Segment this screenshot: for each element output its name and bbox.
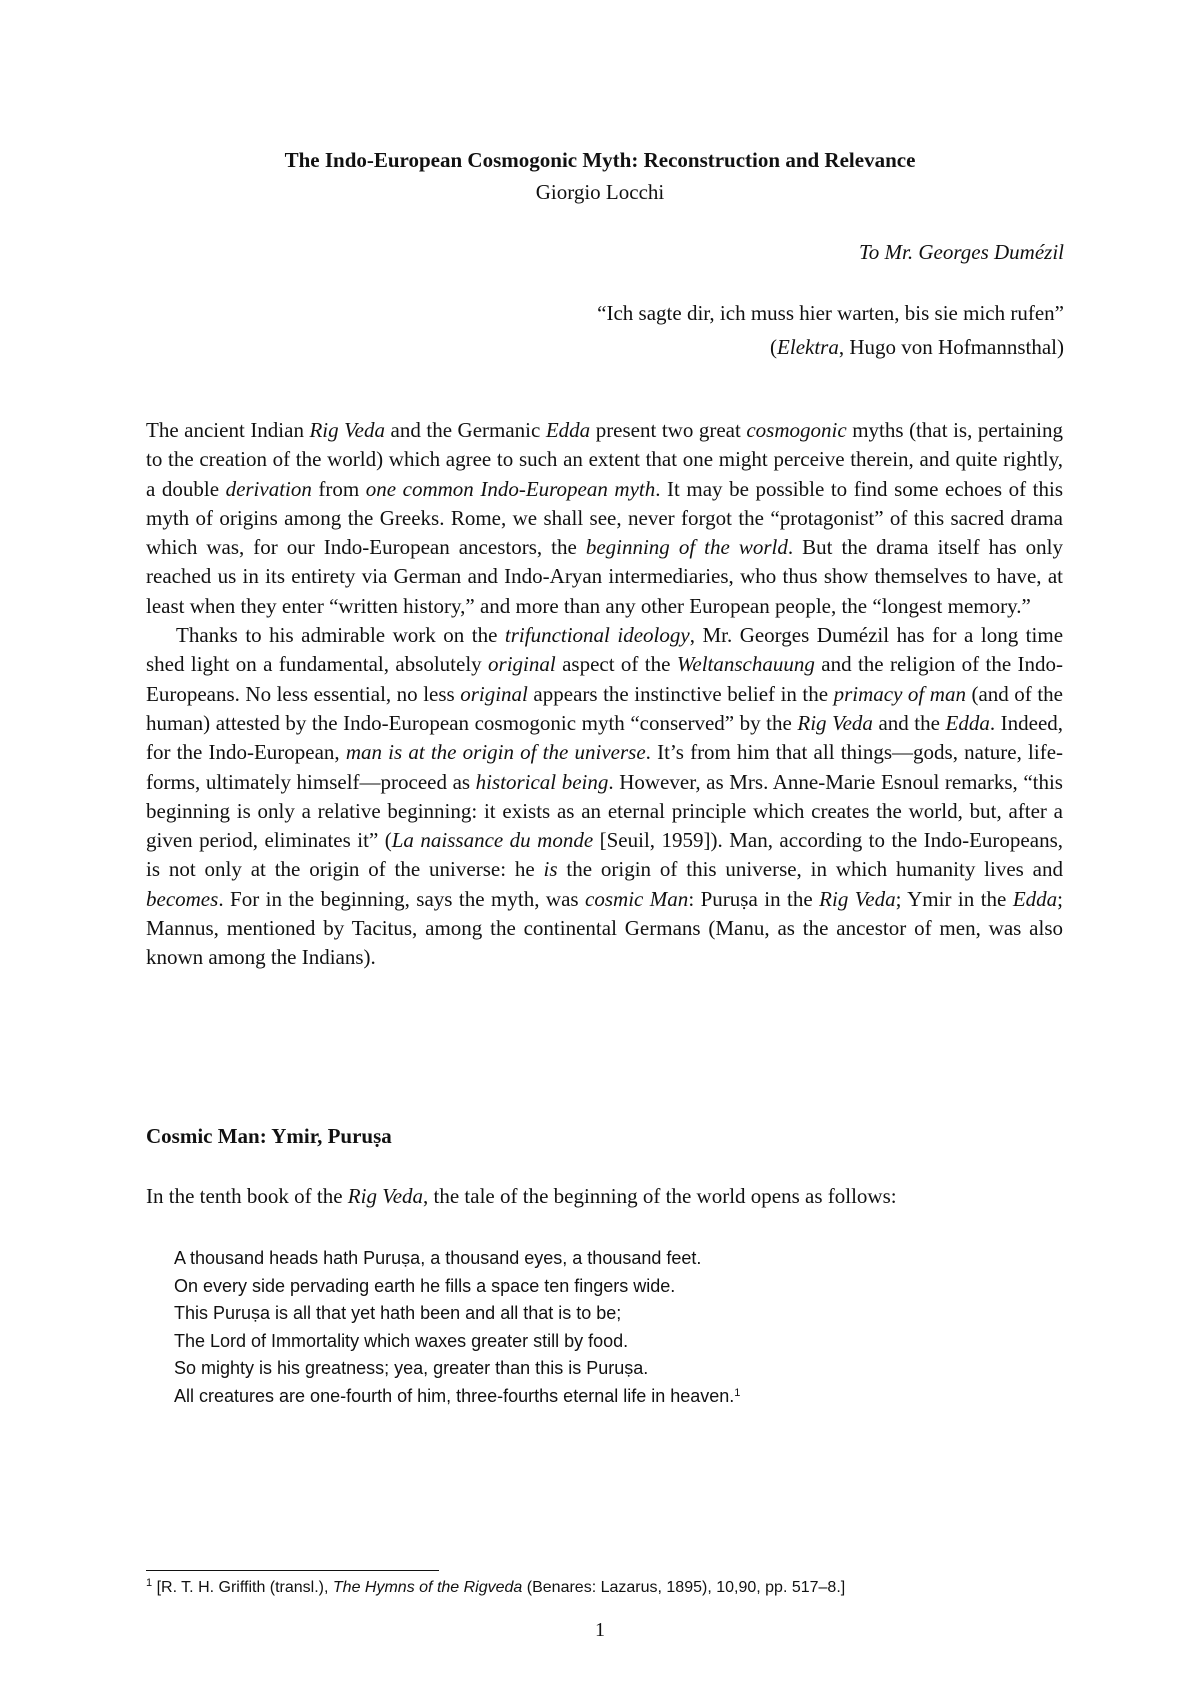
emphasized-text: primacy of man <box>833 681 966 706</box>
document-title: The Indo-European Cosmogonic Myth: Reconstruction and Relevance <box>284 148 916 172</box>
author-name: Giorgio Locchi <box>535 180 665 204</box>
emphasized-text: Edda <box>545 418 591 442</box>
emphasized-text: trifunctional ideology <box>504 623 690 648</box>
epigraph-source-work: Elektra <box>777 335 839 359</box>
emphasized-text: beginning of the world <box>585 535 788 560</box>
text-run: ; Ymir in the <box>895 886 1013 911</box>
text-run: : Puruṣa in the <box>688 886 820 911</box>
footnote-separator <box>146 1570 439 1571</box>
epigraph-source-rest: , Hugo von Hofmannsthal) <box>838 335 1064 359</box>
footnote-mark: 1 <box>146 1577 153 1589</box>
verse-quotation <box>174 1245 740 1410</box>
text-run: and the religion of the Indo-Europeans. No less essential, no less <box>146 652 1064 706</box>
paragraph <box>146 621 1063 973</box>
text-run: . For in the beginning, says the myth, was <box>218 886 586 911</box>
text-run: present two great <box>590 418 747 442</box>
emphasized-text: Edda <box>1012 886 1058 911</box>
emphasized-text: man is at the origin of the universe <box>345 740 646 765</box>
section-heading: Cosmic Man: Ymir, Puruṣa <box>146 1124 392 1148</box>
emphasized-text: Rig Veda <box>797 710 873 735</box>
verse-line: On every side pervading earth he fills a space ten fingers wide. <box>174 1275 676 1296</box>
paragraph <box>146 416 1063 621</box>
emphasized-text: becomes <box>146 886 219 911</box>
emphasized-text: historical being <box>475 769 609 794</box>
epigraph-source-open: ( <box>770 335 778 359</box>
text-run: Thanks to his admirable work on the <box>176 623 505 648</box>
text-run: aspect of the <box>555 652 677 677</box>
text-run: ; Mannus, mentioned by Tacitus, among the continental Germans (Manu, as the ancestor of men, was also known among the Indians). <box>146 886 1064 970</box>
footnote-text-after: (Benares: Lazarus, 1895), 10,90, pp. 517–8.] <box>522 1579 846 1596</box>
text-run: . But the drama itself has only reached us in its entirety via German and Indo-Aryan intermediaries, who thus show themselves to have, at least when they enter “written history,” and more than any other European people, the “longest memory.” <box>146 535 1063 618</box>
text-run: . Indeed, for the Indo-European, <box>146 710 1064 765</box>
text-run: . It’s from him that all things—gods, nature, life-forms, ultimately himself—proceed as <box>146 740 1064 794</box>
emphasized-text: La naissance du monde <box>391 828 594 853</box>
emphasized-text: original <box>460 681 528 706</box>
text-run: (and of the human) attested by the Indo-European cosmogonic myth “conserved” by the <box>146 681 1063 735</box>
text-run: The ancient Indian <box>146 418 310 442</box>
footnote-work-title: The Hymns of the Rigveda <box>332 1579 523 1596</box>
epigraph-quote: “Ich sagte dir, ich muss hier warten, bis sie mich rufen” <box>597 301 1064 325</box>
footnote-reference[interactable]: 1 <box>734 1386 741 1399</box>
text-run: from <box>311 476 366 501</box>
verse-intro-line <box>146 1182 897 1210</box>
emphasized-text: cosmic Man <box>585 886 689 911</box>
emphasized-text: one common Indo-European myth <box>365 476 656 501</box>
epigraph <box>597 296 1064 364</box>
text-run: myths (that is, pertaining to the creation of the world) which agree to such an extent that one might perceive therein, and quite rightly, a double <box>146 418 1063 501</box>
text-run: the origin of this universe, in which humanity lives and <box>557 857 1063 882</box>
text-run: . It may be possible to find some echoes of this myth of origins among the Greeks. Rome, we shall see, never forgot the “protagonist” of this sacred drama which was, for our Indo-European ancestors, the <box>146 476 1063 560</box>
text-run: In the tenth book of the <box>146 1184 348 1208</box>
emphasized-text: is <box>543 857 558 882</box>
emphasized-text: original <box>488 652 556 677</box>
emphasized-text: Edda <box>945 710 990 735</box>
emphasized-text: Weltanschauung <box>676 652 815 677</box>
verse-line: So mighty is his greatness; yea, greater than this is Puruṣa. <box>174 1358 649 1378</box>
emphasized-text: Rig Veda <box>309 418 385 442</box>
text-run: [Seuil, 1959]). Man, according to the Indo-Europeans, is not only at the origin of the universe: he <box>146 828 1063 882</box>
epigraph-source <box>597 330 1064 364</box>
verse-line-last <box>174 1383 740 1411</box>
dedication: To Mr. Georges Dumézil <box>859 240 1064 264</box>
text-run: and the <box>872 710 946 735</box>
emphasized-text: cosmogonic <box>746 418 847 442</box>
text-run: appears the instinctive belief in the <box>527 681 834 706</box>
footnote-text-before: [R. T. H. Griffith (transl.), <box>152 1579 333 1596</box>
emphasized-text: Rig Veda <box>819 886 896 911</box>
footnote <box>146 1576 845 1600</box>
text-run: , the tale of the beginning of the world opens as follows: <box>423 1184 897 1208</box>
text-run: and the Germanic <box>385 418 546 442</box>
verse-line: This Puruṣa is all that yet hath been and all that is to be; <box>174 1303 622 1323</box>
emphasized-text: derivation <box>225 476 312 501</box>
text-run: , Mr. Georges Dumézil has for a long time shed light on a fundamental, absolutely <box>146 623 1064 677</box>
verse-line: A thousand heads hath Puruṣa, a thousand eyes, a thousand feet. <box>174 1248 702 1268</box>
body-text <box>146 416 1063 973</box>
page-number: 1 <box>595 1619 605 1641</box>
verse-line: The Lord of Immortality which waxes greater still by food. <box>174 1330 629 1351</box>
verse-line: All creatures are one-fourth of him, three-fourths eternal life in heaven. <box>174 1385 735 1406</box>
emphasized-text: Rig Veda <box>347 1184 424 1208</box>
text-run: . However, as Mrs. Anne-Marie Esnoul remarks, “this beginning is only a relative beginning: it exists as an eternal principle which creates the world, but, after a given period, eliminates it” ( <box>146 769 1063 853</box>
